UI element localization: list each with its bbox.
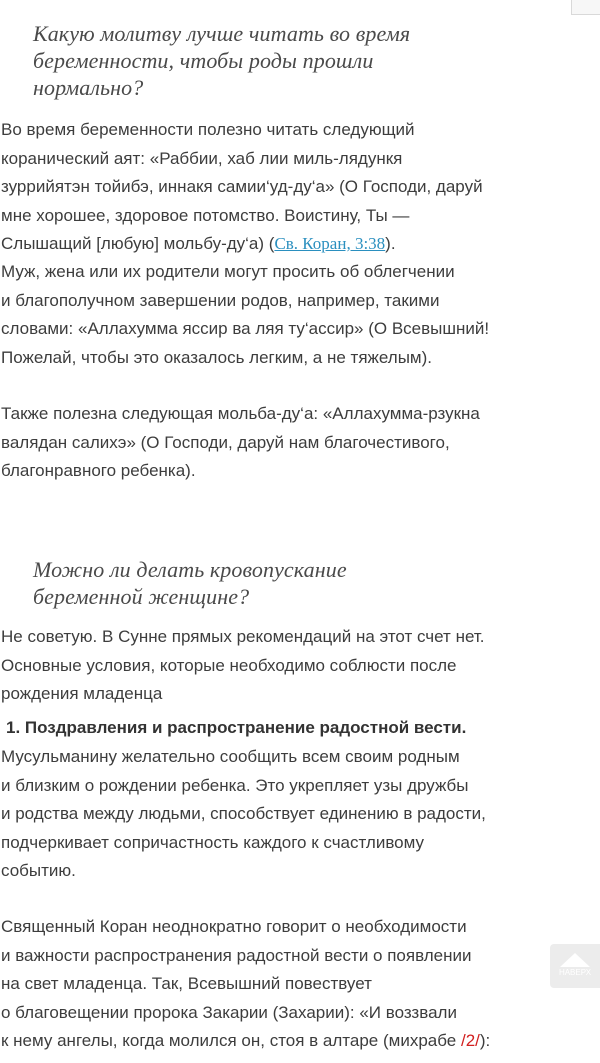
text-line: Священный Коран неоднократно говорит о необходимости	[1, 917, 467, 936]
text-line: Не советую. В Сунне прямых рекомендаций на этот счет нет.	[1, 627, 485, 646]
text-line: Муж, жена или их родители могут просить об облегчении	[1, 262, 455, 281]
heading-line: Можно ли делать кровопускание	[33, 557, 347, 582]
paragraph-parents-prayer	[0, 258, 489, 372]
text-line: на свет младенца. Так, Всевышний повествует	[1, 974, 372, 993]
heading-line: Какую молитву лучше читать во время	[33, 21, 411, 46]
text-line: зуррийятэн тойибэ, иннакя самии‘уд-ду‘а» (О Господи, даруй	[1, 177, 483, 196]
text-fragment: ):	[479, 1031, 491, 1050]
text-line: Мусульманину желательно сообщить всем своим родным	[1, 747, 460, 766]
heading-line: беременной женщине?	[33, 584, 250, 609]
text-line	[1, 230, 483, 259]
text-line: о благовещении пророка Закарии (Захарии): «И воззвали	[1, 1002, 457, 1022]
text-line: рождения младенца	[1, 684, 163, 703]
text-line: благонравного ребенка).	[1, 461, 196, 480]
numbered-subheading: 1. Поздравления и распространение радостной вести.	[6, 718, 467, 737]
text-line: мне хорошее, здоровое потомство. Воистину, Ты —	[1, 205, 410, 225]
scroll-to-top-label: НАВЕРХ	[558, 968, 592, 977]
paragraph-quran-news	[0, 913, 490, 1056]
question-heading-bloodletting	[33, 556, 553, 610]
paragraph-answer	[0, 623, 484, 709]
text-line: Во время беременности полезно читать следующий	[1, 120, 415, 139]
text-line: и благополучном завершении родов, например, такими	[1, 290, 440, 310]
text-line: и важности распространения радостной вести о появлении	[1, 945, 472, 965]
text-line: Основные условия, которые необходимо соблюсти после	[1, 655, 457, 675]
heading-line: беременности, чтобы роды прошли	[33, 48, 374, 73]
paragraph-congratulations	[0, 743, 486, 886]
text-line: подчеркивает сопричастность каждого к счастливому	[1, 832, 425, 852]
scroll-to-top-button[interactable]	[550, 944, 600, 988]
text-fragment: Слышащий [любую] мольбу-ду‘а) (	[1, 234, 275, 253]
text-line	[1, 1027, 490, 1056]
footnote-reference[interactable]: /2/	[460, 1031, 480, 1050]
text-line: коранический аят: «Раббии, хаб лии миль-лядункя	[1, 148, 403, 168]
text-line: Также полезна следующая мольба-ду‘а: «Аллахумма-рзукна	[1, 404, 480, 423]
question-heading-prayer	[33, 20, 553, 101]
arrow-up-icon	[560, 953, 590, 967]
text-line: Пожелай, чтобы это оказалось легким, а не тяжелым).	[1, 347, 432, 367]
text-line: и близким о рождении ребенка. Это укрепляет узы дружбы	[1, 775, 469, 795]
quran-reference-link[interactable]: Св. Коран, 3:38	[274, 234, 386, 253]
scrollbar-track[interactable]	[571, 0, 600, 15]
heading-line: нормально?	[33, 75, 144, 100]
text-fragment: ).	[385, 234, 396, 253]
text-line: словами: «Аллахумма яссир ва ляя ту‘ассир» (О Всевышний!	[1, 319, 490, 338]
paragraph-ayat	[0, 116, 483, 259]
text-line: событию.	[1, 861, 76, 880]
paragraph-dua	[0, 400, 480, 486]
text-fragment: к нему ангелы, когда молился он, стоя в алтаре (михрабе	[1, 1031, 461, 1050]
text-line: валядан салихэ» (О Господи, даруй нам благочестивого,	[1, 432, 450, 452]
text-line: и родства между людьми, способствует единению в радости,	[1, 804, 486, 823]
